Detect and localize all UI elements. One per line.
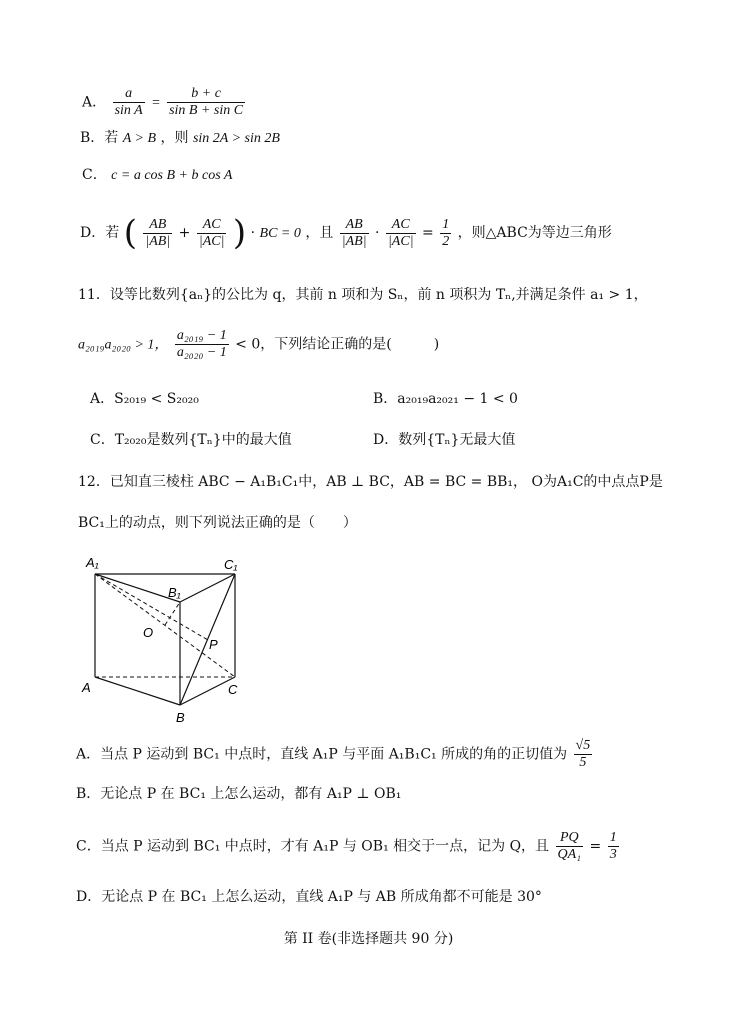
fraction-pq-over-qa1: $\frac{PQ}{\text{QA₁}}$ [557,830,582,862]
q11-stem-line2: a₂₀₁₉a₂₀₂₀ > 1， $\frac{\text{a₂₀₁₉ − 1}}{\text{a₂₀₂₀ − 1}}$ < 0，下列结论正确的是( ) [78,328,440,360]
q10-option-d: D．若 ( $\frac{AB}{|AB|}$ + $\frac{AC}{|AC|}$ ) · BC = 0 ，且 $\frac{AB}{|AB|}$ · $\frac{AC}{|AC|}$ = $\frac{1}{2}$ ，则△ABC为等边三角形 [80,213,612,253]
q11-option-c: C．T₂₀₂₀是数列{Tₙ}中的最大值 [90,432,292,448]
q10-option-c: C． c = a cos B + b cos A [82,167,233,183]
unit-vector-ab: $\frac{AB}{|AB|}$ [145,216,171,249]
edge-a-b [95,677,180,705]
label-p: P [209,637,218,652]
q10-option-b: B．若 A > B ，则 sin 2A > sin 2B [80,130,280,146]
fraction-one-half: $\frac{1}{2}$ [442,216,450,249]
segment-b-c1 [180,574,235,705]
fraction-a-over-sinA: $\frac{a}{\text{sin A}}$ [114,86,143,118]
unit-vector-ac: $\frac{AC}{|AC|}$ [198,216,225,249]
edge-b1-c1 [180,574,235,602]
q11-stem-line1: 11．设等比数列{aₙ}的公比为 q，其前 n 项和为 Sₙ，前 n 项积为 Tₙ,并满足条件 a₁ > 1， [78,287,648,303]
label-b: B [176,710,185,725]
fraction-one-third: $\frac{1}{3}$ [609,830,617,862]
q11-option-b: B．a₂₀₁₉a₂₀₂₁ − 1 < 0 [373,391,518,407]
fraction-bc-over-sines: $\frac{b + c}{\text{sin B + sin C}}$ [169,86,244,118]
unit-vector-ab-2: $\frac{AB}{|AB|}$ [341,216,367,249]
edge-b-c [180,677,235,705]
label-c: C [228,682,238,697]
dashed-o-b1 [165,602,180,625]
label-o: O [143,625,154,640]
q12-option-b: B．无论点 P 在 BC₁ 上怎么运动，都有 A₁P ⊥ OB₁ [76,786,402,802]
fraction-root5-over-5: $\frac{√5}{5}$ [575,738,591,770]
q12-stem-line2: BC₁上的动点，则下列说法正确的是（ ） [78,515,357,531]
label-c1: C₁ [224,557,238,572]
q12-option-c: C．当点 P 运动到 BC₁ 中点时，才有 A₁P 与 OB₁ 相交于一点，记为 Q，且 $\frac{PQ}{\text{QA₁}}$ = $\frac{1}{3}$ [76,830,617,862]
label-b1: B₁ [168,585,181,600]
q12-stem-line1: 12．已知直三棱柱 ABC − A₁B₁C₁中，AB ⊥ BC，AB = BC = BB₁， O为A₁C的中点点P是 [78,474,663,490]
prism-figure [78,552,268,732]
q11-ratio-fraction: $\frac{\text{a₂₀₁₉ − 1}}{\text{a₂₀₂₀ − 1}}$ [176,328,227,360]
q11-option-a: A．S₂₀₁₉ < S₂₀₂₀ [90,391,199,407]
unit-vector-ac-2: $\frac{AC}{|AC|}$ [387,216,414,249]
q10-option-a: A． $\frac{a}{\text{sin A}}$ = $\frac{b + c}{\text{sin B + sin C}}$ [82,86,244,118]
label-a: A [82,680,91,695]
section-footer: 第 II 卷(非选择题共 90 分) [283,931,454,947]
q12-option-a: A．当点 P 运动到 BC₁ 中点时，直线 A₁P 与平面 A₁B₁C₁ 所成的角的正切值为 $\frac{√5}{5}$ [76,738,591,770]
q11-option-d: D．数列{Tₙ}无最大值 [373,432,516,448]
label-a1: A₁ [86,555,99,570]
q12-option-d: D．无论点 P 在 BC₁ 上怎么运动，直线 A₁P 与 AB 所成角都不可能是 30° [76,889,542,905]
